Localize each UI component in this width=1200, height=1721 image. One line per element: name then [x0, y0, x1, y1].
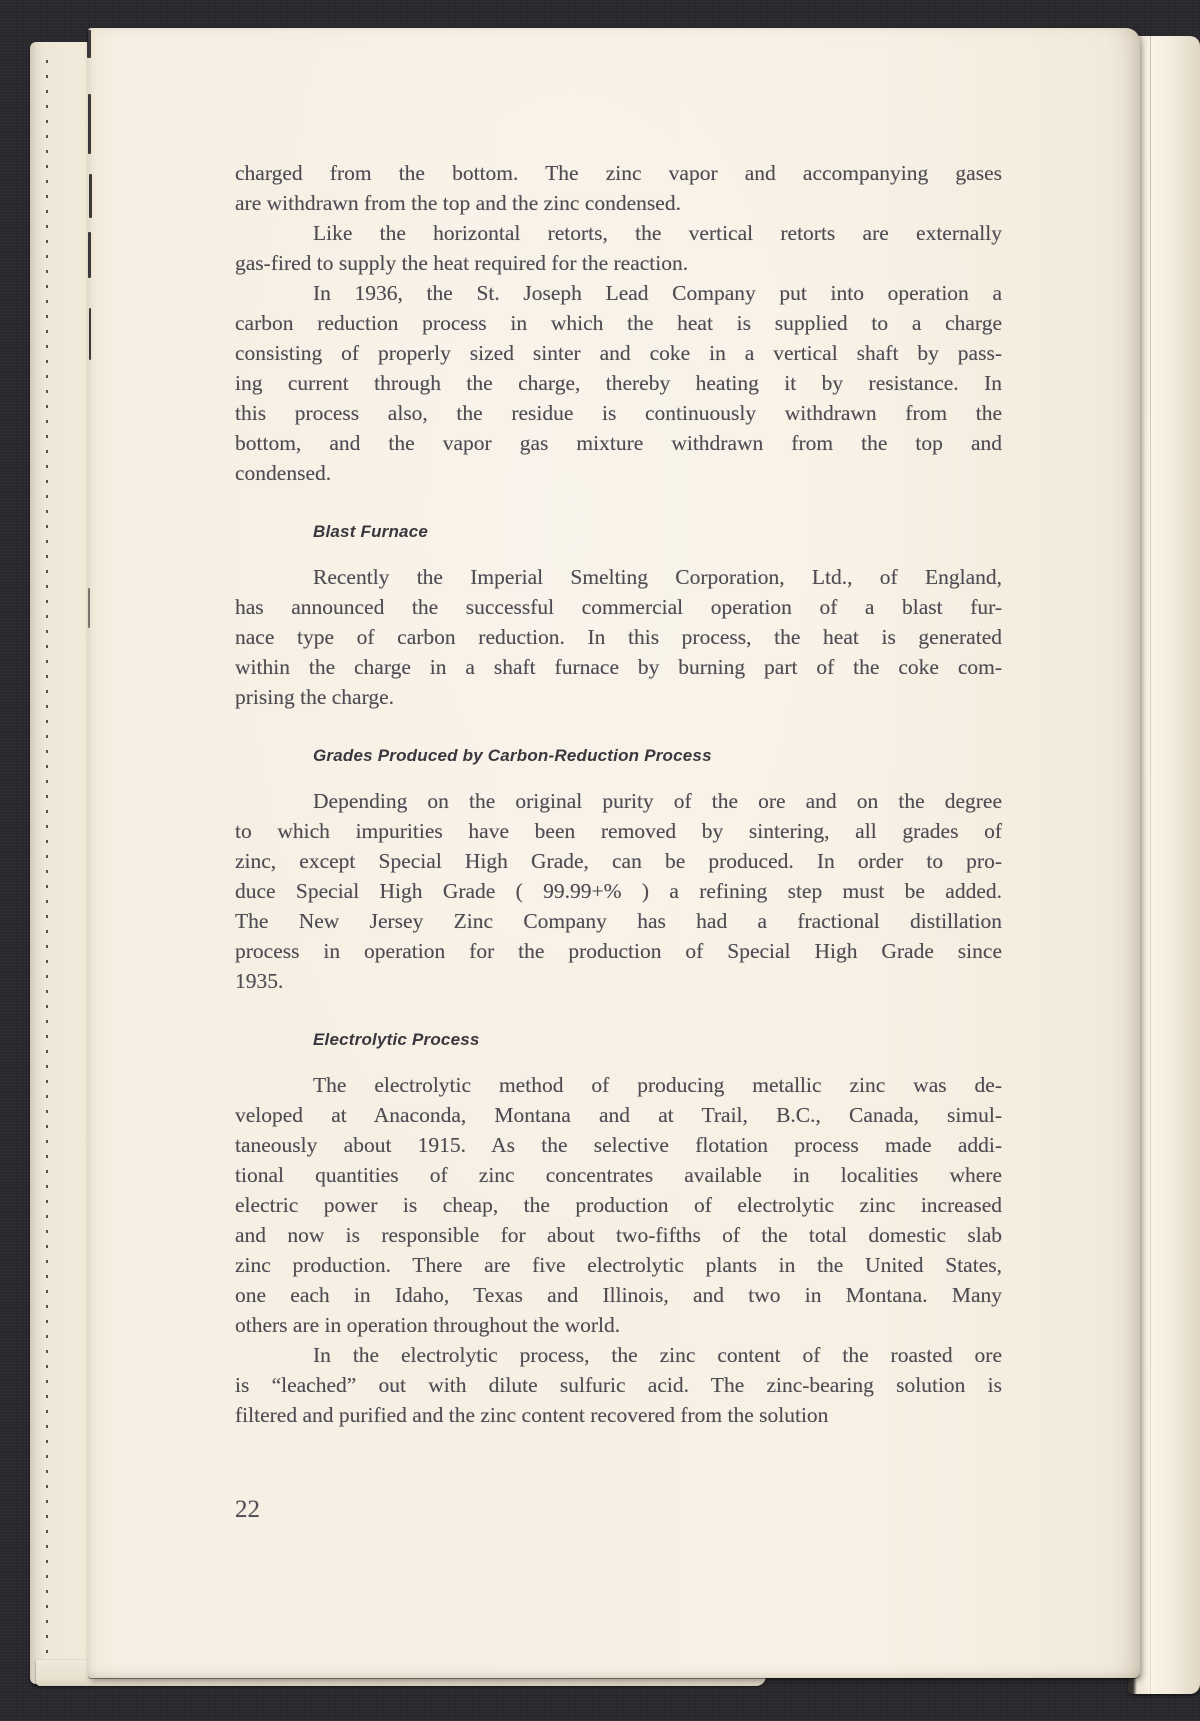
scan-artifact-mark: [87, 30, 91, 58]
section-heading-blast-furnace: Blast Furnace: [313, 522, 429, 541]
scan-artifact-mark: [89, 308, 91, 360]
paragraph: In 1936, the St. Joseph Lead Company put into operation a carbon reduction process in which the heat is supplied to a charge consisting of properly sized sinter and coke in a vertical shaft by pass- ing current through the charge, thereby heating it by resistance. In this process also, the residue is continuously withdrawn from the bottom, and the vapor gas mixture withdrawn from the top and condensed.: [235, 281, 1002, 485]
page-number: 22: [235, 1496, 260, 1523]
book-page: [88, 28, 1140, 1678]
paragraph-continuation: charged from the bottom. The zinc vapor and accompanying gases are withdrawn from the top and the zinc condensed.: [235, 161, 1002, 215]
binding-stitch-dots: [46, 60, 48, 1670]
paragraph: Depending on the original purity of the ore and on the degree to which impurities have been removed by sintering, all grades of zinc, except Special High Grade, can be produced. In order to pro- duce Special High Grade ( 99.99+% ) a refining step must be added. The New Jersey Zinc Company has had a fractional distillation process in operation for the production of Special High Grade since 1935.: [235, 789, 1002, 993]
paragraph: The electrolytic method of producing metallic zinc was de- veloped at Anaconda, Montana and at Trail, B.C., Canada, simul- taneously about 1915. As the selective flotation process made addi- tional quantities of zinc concentrates available in localities where electric power is cheap, the production of electrolytic zinc increased and now is responsible for about two-fifths of the total domestic slab zinc production. There are five electrolytic plants in the United States, one each in Idaho, Texas and Illinois, and two in Montana. Many others are in operation throughout the world.: [235, 1073, 1002, 1337]
page-text: [235, 158, 1002, 1430]
scan-artifact-mark: [88, 588, 90, 628]
scan-artifact-mark: [88, 232, 91, 278]
scan-artifact-mark: [89, 174, 92, 218]
section-heading-grades-produced: Grades Produced by Carbon-Reduction Process: [313, 746, 712, 765]
paragraph: Recently the Imperial Smelting Corporation, Ltd., of England, has announced the successful commercial operation of a blast fur- nace type of carbon reduction. In this process, the heat is generated within the charge in a shaft furnace by burning part of the coke com- prising the charge.: [235, 565, 1002, 709]
paragraph: Like the horizontal retorts, the vertical retorts are externally gas-fired to supply the heat required for the reaction.: [235, 221, 1002, 275]
section-heading-electrolytic-process: Electrolytic Process: [313, 1030, 480, 1049]
scan-artifact-mark: [88, 94, 91, 154]
paragraph: In the electrolytic process, the zinc content of the roasted ore is “leached” out with dilute sulfuric acid. The zinc-bearing solution is filtered and purified and the zinc content recovered from the solution: [235, 1343, 1002, 1427]
underlying-page-edge-left: [30, 42, 92, 1684]
